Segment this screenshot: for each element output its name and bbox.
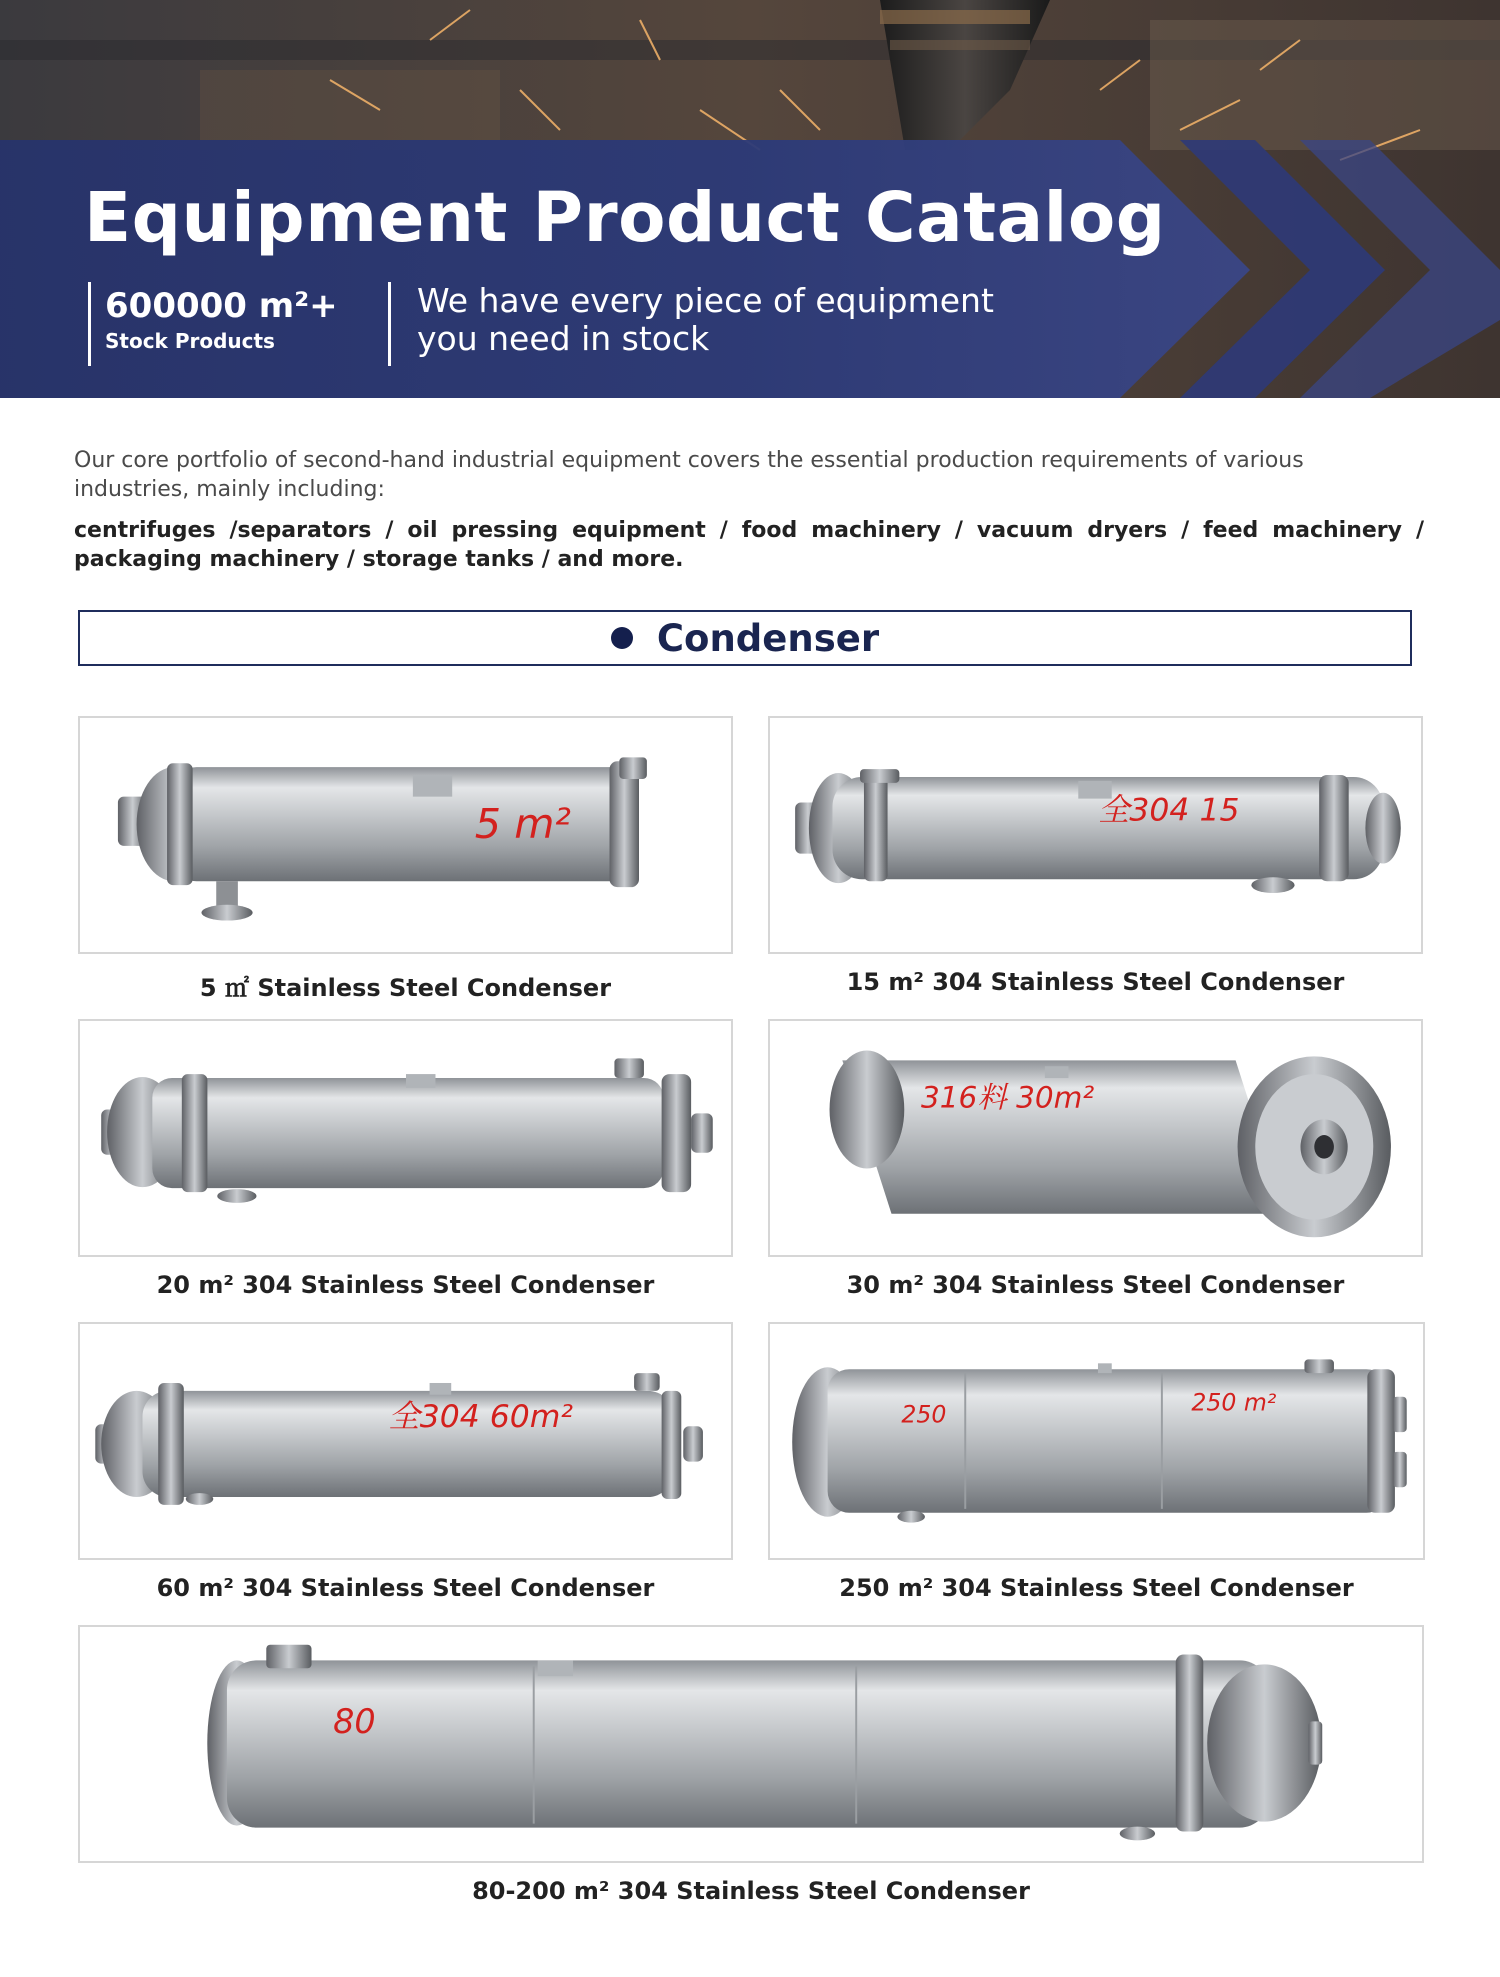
page-title: Equipment Product Catalog bbox=[84, 178, 1166, 258]
condenser-image bbox=[770, 1324, 1423, 1558]
product-card[interactable] bbox=[768, 716, 1423, 954]
product-caption: 30 m² 304 Stainless Steel Condenser bbox=[846, 1271, 1345, 1299]
tagline bbox=[388, 282, 994, 366]
product-card[interactable] bbox=[78, 1625, 1424, 1863]
condenser-image bbox=[80, 718, 731, 952]
product-caption: 15 m² 304 Stainless Steel Condenser bbox=[846, 968, 1345, 996]
tank-marking-left: 250 bbox=[901, 1400, 947, 1429]
condenser-image bbox=[80, 1021, 731, 1255]
condenser-image bbox=[80, 1324, 731, 1558]
tank-marking: 全304 15 bbox=[1097, 792, 1240, 829]
condenser-image bbox=[770, 718, 1421, 952]
product-card[interactable] bbox=[768, 1322, 1425, 1560]
category-list: centrifuges /separators / oil pressing equipment / food machinery / vacuum dryers / feed machinery / packaging machinery / storage tanks / and more. bbox=[74, 518, 1424, 572]
product-card[interactable] bbox=[78, 1019, 733, 1257]
stat-value: 600000 m²+ bbox=[105, 286, 338, 326]
product-caption: 250 m² 304 Stainless Steel Condenser bbox=[839, 1574, 1354, 1602]
stock-stat bbox=[88, 282, 338, 366]
tank-marking-right: 250 m² bbox=[1191, 1388, 1277, 1417]
section-heading bbox=[78, 610, 1412, 666]
product-caption: 60 m² 304 Stainless Steel Condenser bbox=[156, 1574, 655, 1602]
product-card[interactable] bbox=[78, 1322, 733, 1560]
product-card[interactable] bbox=[78, 716, 733, 954]
stat-label: Stock Products bbox=[105, 329, 275, 353]
condenser-image bbox=[80, 1627, 1422, 1861]
tank-marking: 80 bbox=[333, 1702, 376, 1742]
intro-text: Our core portfolio of second-hand industrial equipment covers the essential production requirements of various industries, mainly including: bbox=[74, 448, 1304, 502]
product-card[interactable] bbox=[768, 1019, 1423, 1257]
bullet-icon bbox=[611, 627, 633, 649]
section-title: Condenser bbox=[656, 616, 880, 660]
tagline-line-2: you need in stock bbox=[417, 319, 710, 358]
tank-marking: 316料 30m² bbox=[920, 1080, 1095, 1115]
product-caption: 80-200 m² 304 Stainless Steel Condenser bbox=[472, 1877, 1030, 1905]
hero-banner bbox=[0, 0, 1500, 398]
condenser-image bbox=[770, 1021, 1421, 1255]
tank-marking: 全304 60m² bbox=[388, 1399, 574, 1436]
product-caption: 5 ㎡ Stainless Steel Condenser bbox=[199, 974, 612, 1002]
tank-marking: 5 m² bbox=[474, 799, 571, 848]
tagline-line-1: We have every piece of equipment bbox=[417, 281, 994, 320]
product-caption: 20 m² 304 Stainless Steel Condenser bbox=[156, 1271, 655, 1299]
